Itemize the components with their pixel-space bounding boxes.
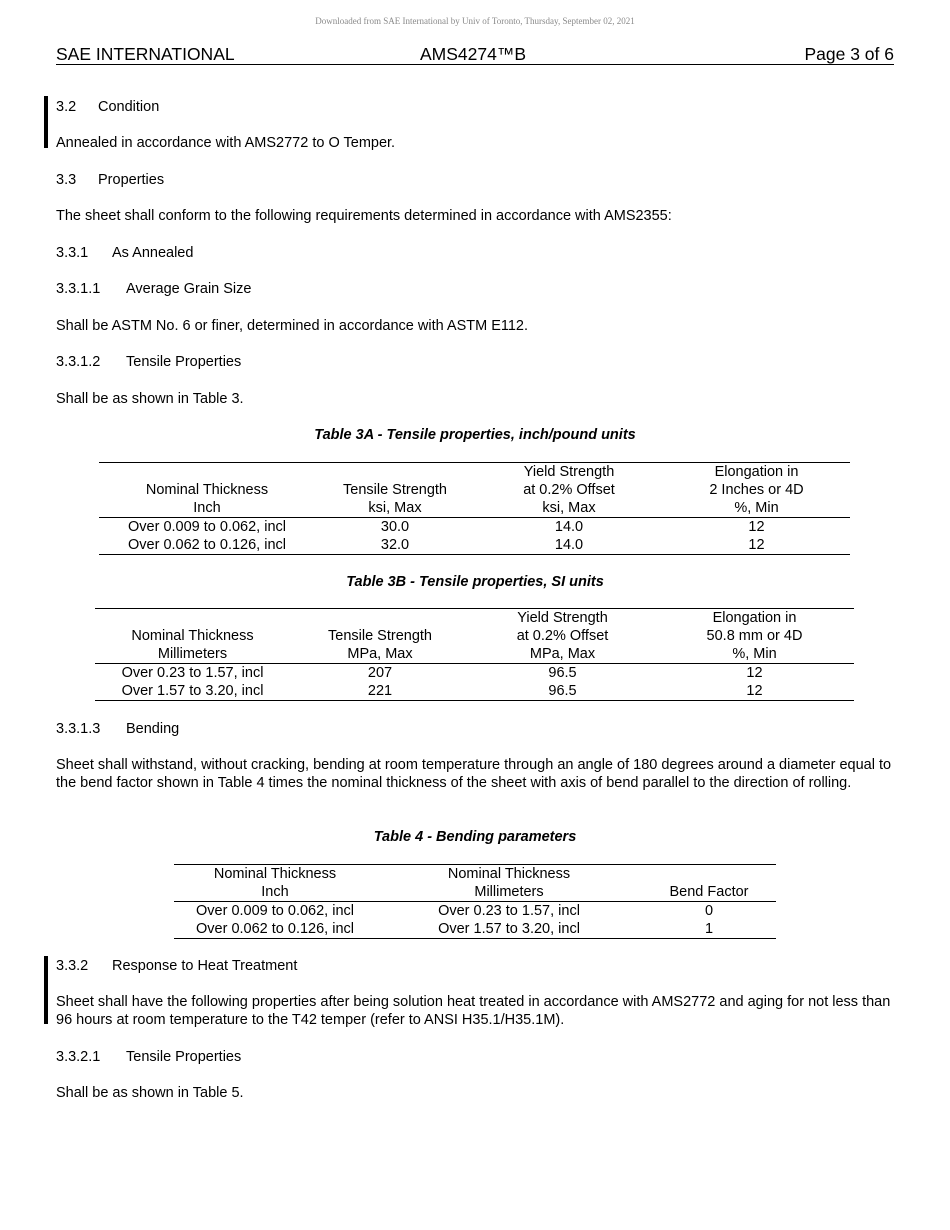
paragraph-3-3-1-1: Shall be ASTM No. 6 or finer, determined in accordance with ASTM E112.	[56, 318, 529, 334]
header-cell	[642, 865, 776, 884]
header-cell: Yield Strength	[475, 463, 663, 482]
table-cell: 12	[655, 682, 854, 701]
header-cell	[95, 609, 290, 628]
header-organization: SAE INTERNATIONAL	[56, 44, 235, 64]
heading-3-3	[56, 171, 896, 189]
table-cell: 12	[746, 665, 763, 681]
table-4	[174, 864, 776, 939]
header-cell: %, Min	[663, 499, 850, 518]
table-cell: 207	[367, 665, 393, 681]
table-row	[174, 902, 776, 921]
table-cell: 0	[704, 903, 714, 919]
table-row	[99, 536, 850, 555]
table-cell: Over 0.062 to 0.126, incl	[99, 536, 315, 555]
header-cell: MPa, Max	[290, 645, 470, 664]
header-cell: Inch	[174, 883, 376, 902]
header-cell: at 0.2% Offset	[516, 628, 609, 644]
table-header-row	[99, 463, 850, 482]
section-number: 3.3.1.1	[56, 281, 101, 297]
header-cell: Nominal Thickness	[145, 482, 269, 498]
table-header-row	[99, 499, 850, 518]
header-cell: Elongation in	[655, 609, 854, 628]
section-title: As Annealed	[112, 245, 194, 261]
heading-3-3-2-1	[56, 1048, 896, 1066]
table-cell: 221	[290, 682, 470, 701]
table-3b-caption: Table 3B - Tensile properties, SI units	[346, 574, 604, 590]
revision-bar	[44, 956, 48, 1024]
table-header-row	[174, 883, 776, 902]
section-number: 3.3.1.3	[56, 721, 101, 737]
header-cell: Tensile Strength	[328, 628, 432, 644]
table-row	[95, 682, 854, 701]
table-cell: Over 0.23 to 1.57, incl	[438, 903, 580, 919]
table-header-row	[95, 627, 854, 645]
table-cell: 12	[663, 536, 850, 555]
download-notice: Downloaded from SAE International by Univ of Toronto, Thursday, September 02, 2021	[315, 16, 635, 26]
paragraph-3-3-2-1: Shall be as shown in Table 5.	[56, 1085, 244, 1101]
header-cell: Nominal Thickness	[131, 628, 254, 644]
table-cell: 96.5	[548, 665, 577, 681]
paragraph-3-3-2: Sheet shall have the following properties after being solution heat treated in accordance with AMS2772 and aging for not less than 96 hours at room temperature to the T42 temper (refer to ANSI H35.1/H35.1M).	[56, 994, 891, 1028]
header-cell	[315, 463, 475, 482]
table-cell: Over 0.062 to 0.126, incl	[174, 920, 376, 939]
table-header-row	[95, 645, 854, 664]
table-row	[174, 920, 776, 939]
paragraph-3-3-1-3: Sheet shall withstand, without cracking, bending at room temperature through an angle of 180 degrees around a diameter equal to the bend factor shown in Table 4 times the nominal thickness of the sheet with axis of bend parallel to the direction of rolling.	[56, 757, 892, 791]
section-title: Average Grain Size	[126, 281, 252, 297]
table-header-row	[99, 481, 850, 499]
table-header-row	[174, 865, 776, 884]
table-cell: 14.0	[554, 519, 584, 535]
table-cell: 32.0	[315, 536, 475, 555]
revision-bar	[44, 96, 48, 148]
header-cell: Inch	[99, 499, 315, 518]
section-title: Properties	[98, 172, 165, 188]
section-title: Tensile Properties	[126, 354, 242, 370]
header-page-number: Page 3 of 6	[804, 44, 894, 64]
header-cell: Elongation in	[663, 463, 850, 482]
header-cell: 2 Inches or 4D	[709, 482, 804, 498]
header-cell: Nominal Thickness	[376, 865, 642, 884]
table-3a-caption: Table 3A - Tensile properties, inch/pound units	[314, 427, 636, 443]
section-number: 3.3	[56, 172, 77, 188]
table-3a	[99, 462, 850, 555]
section-number: 3.3.1.2	[56, 354, 101, 370]
section-title: Bending	[126, 721, 180, 737]
heading-3-3-2	[56, 957, 896, 975]
section-title: Tensile Properties	[126, 1049, 242, 1065]
table-cell: 96.5	[470, 682, 655, 701]
header-cell	[290, 609, 470, 628]
header-cell: Tensile Strength	[343, 482, 447, 498]
table-cell: Over 0.009 to 0.062, incl	[128, 519, 286, 535]
header-document-id: AMS4274™B	[420, 44, 527, 64]
table-cell: 1	[642, 920, 776, 939]
section-number: 3.2	[56, 99, 77, 115]
page-header	[56, 44, 894, 65]
header-cell: %, Min	[655, 645, 854, 664]
paragraph-3-3: The sheet shall conform to the following requirements determined in accordance with AMS2355:	[56, 208, 672, 224]
table-cell: 14.0	[475, 536, 663, 555]
header-cell: 50.8 mm or 4D	[706, 628, 803, 644]
table-row	[95, 664, 854, 683]
header-cell: Millimeters	[95, 645, 290, 664]
heading-3-3-1-2	[56, 353, 896, 371]
header-cell: MPa, Max	[470, 645, 655, 664]
header-cell: Bend Factor	[642, 883, 776, 902]
heading-3-3-1-3	[56, 720, 896, 738]
header-cell: Yield Strength	[470, 609, 655, 628]
table-cell: Over 0.23 to 1.57, incl	[121, 665, 264, 681]
table-cell: Over 0.009 to 0.062, incl	[196, 903, 354, 919]
heading-3-3-1-1	[56, 280, 896, 298]
table-4-caption: Table 4 - Bending parameters	[373, 829, 577, 845]
header-cell: Millimeters	[376, 883, 642, 902]
paragraph-3-3-1-2: Shall be as shown in Table 3.	[56, 391, 244, 407]
header-cell: at 0.2% Offset	[523, 482, 615, 498]
table-row	[99, 518, 850, 537]
heading-3-3-1	[56, 244, 896, 262]
section-title: Condition	[98, 99, 160, 115]
header-cell: Nominal Thickness	[174, 865, 376, 884]
section-number: 3.3.2	[56, 958, 89, 974]
table-cell: Over 1.57 to 3.20, incl	[376, 920, 642, 939]
table-cell: 12	[748, 519, 765, 535]
paragraph-3-2: Annealed in accordance with AMS2772 to O Temper.	[56, 135, 396, 151]
table-cell: 30.0	[380, 519, 410, 535]
section-title: Response to Heat Treatment	[112, 958, 298, 974]
table-cell: Over 1.57 to 3.20, incl	[95, 682, 290, 701]
table-3b	[95, 608, 854, 701]
header-cell: ksi, Max	[315, 499, 475, 518]
header-cell: ksi, Max	[475, 499, 663, 518]
heading-3-2	[56, 98, 896, 116]
section-number: 3.3.1	[56, 245, 89, 261]
table-header-row	[95, 609, 854, 628]
section-number: 3.3.2.1	[56, 1049, 101, 1065]
header-cell	[99, 463, 315, 482]
